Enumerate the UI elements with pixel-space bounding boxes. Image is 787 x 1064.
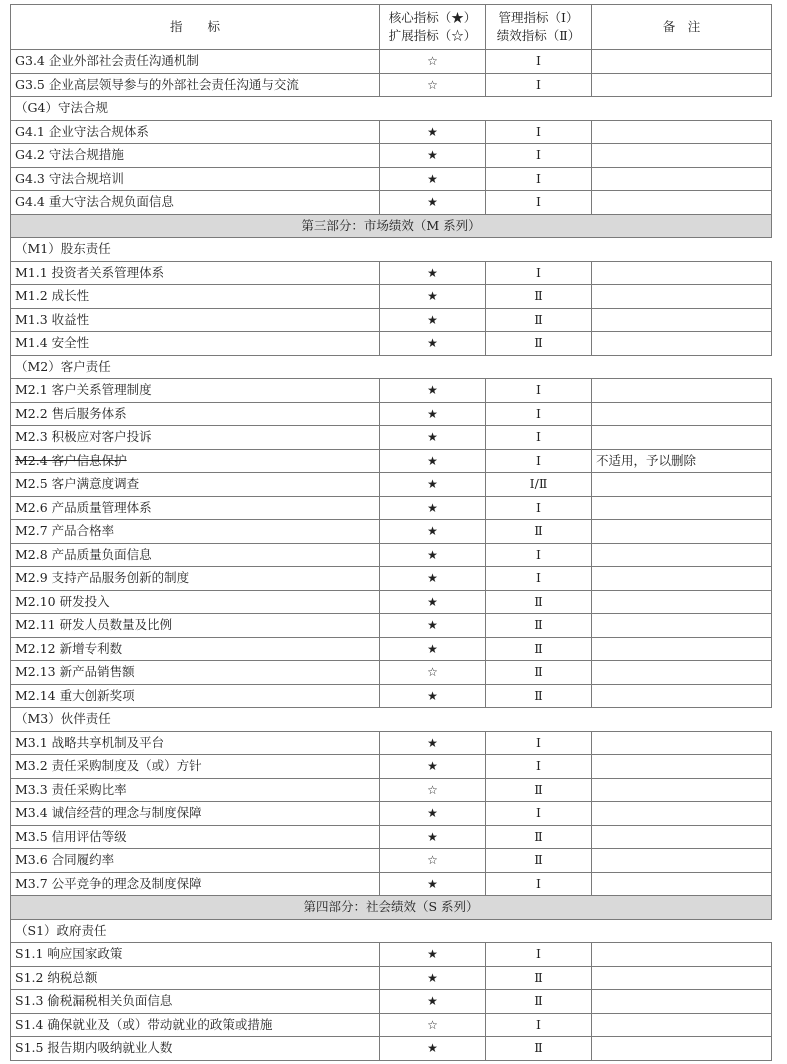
indicator-cell: S1.5 报告期内吸纳就业人数 xyxy=(11,1037,380,1061)
table-row xyxy=(11,402,772,426)
remark-cell xyxy=(592,849,772,873)
indicator-cell: M1.3 收益性 xyxy=(11,308,380,332)
table-row xyxy=(11,661,772,685)
core-extended-cell: ★ xyxy=(380,614,486,638)
remark-cell xyxy=(592,543,772,567)
indicator-cell: M3.3 责任采购比率 xyxy=(11,778,380,802)
core-extended-cell: ☆ xyxy=(380,73,486,97)
remark-cell xyxy=(592,802,772,826)
core-extended-cell: ★ xyxy=(380,496,486,520)
remark-cell xyxy=(592,825,772,849)
core-extended-cell: ★ xyxy=(380,120,486,144)
header-indicator xyxy=(11,5,380,50)
management-performance-cell: Ⅰ/Ⅱ xyxy=(486,473,592,497)
indicator-cell: G4.2 守法合规措施 xyxy=(11,144,380,168)
header-performance-label: 绩效指标（Ⅱ） xyxy=(496,28,581,43)
group-header-row xyxy=(11,238,772,262)
group-header-row xyxy=(11,708,772,732)
header-management-performance xyxy=(486,5,592,50)
core-extended-cell: ★ xyxy=(380,308,486,332)
core-extended-cell: ★ xyxy=(380,167,486,191)
remark-cell xyxy=(592,943,772,967)
indicator-cell: G3.5 企业高层领导参与的外部社会责任沟通与交流 xyxy=(11,73,380,97)
header-core-label: 核心指标（★） xyxy=(388,10,477,25)
core-extended-cell: ★ xyxy=(380,426,486,450)
management-performance-cell: Ⅱ xyxy=(486,520,592,544)
remark-cell xyxy=(592,50,772,74)
management-performance-cell: Ⅱ xyxy=(486,849,592,873)
table-row xyxy=(11,966,772,990)
section-header-row xyxy=(11,214,772,238)
remark-cell xyxy=(592,731,772,755)
remark-cell xyxy=(592,872,772,896)
core-extended-cell: ★ xyxy=(380,802,486,826)
remark-cell: 不适用，予以删除 xyxy=(592,449,772,473)
remark-cell xyxy=(592,308,772,332)
core-extended-cell: ★ xyxy=(380,825,486,849)
management-performance-cell: Ⅰ xyxy=(486,1013,592,1037)
remark-cell xyxy=(592,402,772,426)
indicator-cell: G3.4 企业外部社会责任沟通机制 xyxy=(11,50,380,74)
header-indicator-label: 指 标 xyxy=(169,19,220,34)
management-performance-cell: Ⅱ xyxy=(486,966,592,990)
indicator-cell: M2.7 产品合格率 xyxy=(11,520,380,544)
management-performance-cell: Ⅰ xyxy=(486,73,592,97)
remark-cell xyxy=(592,990,772,1014)
management-performance-cell: Ⅰ xyxy=(486,496,592,520)
indicator-cell: M2.13 新产品销售额 xyxy=(11,661,380,685)
remark-cell xyxy=(592,778,772,802)
core-extended-cell: ★ xyxy=(380,191,486,215)
core-extended-cell: ★ xyxy=(380,402,486,426)
table-row xyxy=(11,849,772,873)
table-row xyxy=(11,496,772,520)
table-row xyxy=(11,261,772,285)
core-extended-cell: ★ xyxy=(380,872,486,896)
remark-cell xyxy=(592,285,772,309)
indicator-cell: G4.4 重大守法合规负面信息 xyxy=(11,191,380,215)
header-remark xyxy=(592,5,772,50)
management-performance-cell: Ⅱ xyxy=(486,332,592,356)
remark-cell xyxy=(592,332,772,356)
core-extended-cell: ★ xyxy=(380,520,486,544)
header-extended-label: 扩展指标（☆） xyxy=(388,28,477,43)
core-extended-cell: ★ xyxy=(380,144,486,168)
group-title: （G4）守法合规 xyxy=(11,97,772,121)
core-extended-cell: ★ xyxy=(380,990,486,1014)
remark-cell xyxy=(592,73,772,97)
core-extended-cell: ★ xyxy=(380,755,486,779)
table-row xyxy=(11,285,772,309)
management-performance-cell: Ⅰ xyxy=(486,426,592,450)
table-row xyxy=(11,473,772,497)
indicator-cell: M2.3 积极应对客户投诉 xyxy=(11,426,380,450)
core-extended-cell: ★ xyxy=(380,684,486,708)
table-row xyxy=(11,520,772,544)
core-extended-cell: ★ xyxy=(380,473,486,497)
group-title: （M3）伙伴责任 xyxy=(11,708,772,732)
management-performance-cell: Ⅱ xyxy=(486,308,592,332)
section-title: 第四部分：社会绩效（S 系列） xyxy=(11,896,772,920)
indicator-cell: M2.2 售后服务体系 xyxy=(11,402,380,426)
indicator-cell: M2.1 客户关系管理制度 xyxy=(11,379,380,403)
management-performance-cell: Ⅱ xyxy=(486,825,592,849)
indicator-cell: M1.2 成长性 xyxy=(11,285,380,309)
indicator-cell: M3.6 合同履约率 xyxy=(11,849,380,873)
group-header-row xyxy=(11,97,772,121)
management-performance-cell: Ⅰ xyxy=(486,402,592,426)
table-row xyxy=(11,144,772,168)
indicator-cell: M2.9 支持产品服务创新的制度 xyxy=(11,567,380,591)
table-row xyxy=(11,543,772,567)
indicator-cell: M3.5 信用评估等级 xyxy=(11,825,380,849)
indicator-cell: G4.3 守法合规培训 xyxy=(11,167,380,191)
management-performance-cell: Ⅰ xyxy=(486,261,592,285)
management-performance-cell: Ⅰ xyxy=(486,449,592,473)
management-performance-cell: Ⅰ xyxy=(486,872,592,896)
core-extended-cell: ★ xyxy=(380,261,486,285)
management-performance-cell: Ⅱ xyxy=(486,637,592,661)
management-performance-cell: Ⅱ xyxy=(486,614,592,638)
management-performance-cell: Ⅰ xyxy=(486,167,592,191)
table-row xyxy=(11,73,772,97)
header-remark-label: 备 注 xyxy=(662,19,701,34)
indicator-cell: M1.1 投资者关系管理体系 xyxy=(11,261,380,285)
remark-cell xyxy=(592,637,772,661)
management-performance-cell: Ⅰ xyxy=(486,802,592,826)
core-extended-cell: ☆ xyxy=(380,1013,486,1037)
core-extended-cell: ☆ xyxy=(380,50,486,74)
table-row xyxy=(11,120,772,144)
table-row xyxy=(11,308,772,332)
core-extended-cell: ★ xyxy=(380,731,486,755)
remark-cell xyxy=(592,1037,772,1061)
table-row xyxy=(11,802,772,826)
table-row xyxy=(11,755,772,779)
management-performance-cell: Ⅱ xyxy=(486,778,592,802)
management-performance-cell: Ⅰ xyxy=(486,50,592,74)
indicator-cell: M2.14 重大创新奖项 xyxy=(11,684,380,708)
indicator-cell: M2.10 研发投入 xyxy=(11,590,380,614)
table-row xyxy=(11,332,772,356)
header-management-label: 管理指标（Ⅰ） xyxy=(498,10,579,25)
table-row xyxy=(11,637,772,661)
indicator-cell: M1.4 安全性 xyxy=(11,332,380,356)
remark-cell xyxy=(592,473,772,497)
remark-cell xyxy=(592,966,772,990)
group-title: （M1）股东责任 xyxy=(11,238,772,262)
indicator-cell: M3.1 战略共享机制及平台 xyxy=(11,731,380,755)
indicator-cell: S1.1 响应国家政策 xyxy=(11,943,380,967)
table-row xyxy=(11,590,772,614)
remark-cell xyxy=(592,661,772,685)
table-row xyxy=(11,167,772,191)
management-performance-cell: Ⅰ xyxy=(486,191,592,215)
core-extended-cell: ★ xyxy=(380,379,486,403)
core-extended-cell: ☆ xyxy=(380,778,486,802)
table-row xyxy=(11,449,772,473)
indicator-cell: M2.4 客户信息保护 xyxy=(11,449,380,473)
table-row xyxy=(11,872,772,896)
management-performance-cell: Ⅰ xyxy=(486,120,592,144)
indicator-cell: M2.12 新增专利数 xyxy=(11,637,380,661)
table-row xyxy=(11,990,772,1014)
indicator-table xyxy=(10,4,772,1061)
table-row xyxy=(11,943,772,967)
indicator-cell: S1.4 确保就业及（或）带动就业的政策或措施 xyxy=(11,1013,380,1037)
remark-cell xyxy=(592,755,772,779)
table-row xyxy=(11,1013,772,1037)
indicator-cell: M2.11 研发人员数量及比例 xyxy=(11,614,380,638)
remark-cell xyxy=(592,379,772,403)
indicator-cell: M3.2 责任采购制度及（或）方针 xyxy=(11,755,380,779)
header-core-extended xyxy=(380,5,486,50)
core-extended-cell: ★ xyxy=(380,332,486,356)
table-row xyxy=(11,778,772,802)
remark-cell xyxy=(592,120,772,144)
table-row xyxy=(11,50,772,74)
remark-cell xyxy=(592,167,772,191)
core-extended-cell: ☆ xyxy=(380,661,486,685)
remark-cell xyxy=(592,496,772,520)
indicator-cell: M2.5 客户满意度调查 xyxy=(11,473,380,497)
group-title: （S1）政府责任 xyxy=(11,919,772,943)
core-extended-cell: ★ xyxy=(380,449,486,473)
group-header-row xyxy=(11,919,772,943)
table-row xyxy=(11,1037,772,1061)
management-performance-cell: Ⅰ xyxy=(486,731,592,755)
management-performance-cell: Ⅰ xyxy=(486,379,592,403)
table-row xyxy=(11,426,772,450)
management-performance-cell: Ⅰ xyxy=(486,755,592,779)
core-extended-cell: ☆ xyxy=(380,849,486,873)
core-extended-cell: ★ xyxy=(380,590,486,614)
remark-cell xyxy=(592,567,772,591)
indicator-table-body xyxy=(11,5,772,1061)
management-performance-cell: Ⅱ xyxy=(486,1037,592,1061)
management-performance-cell: Ⅱ xyxy=(486,661,592,685)
remark-cell xyxy=(592,1013,772,1037)
management-performance-cell: Ⅱ xyxy=(486,285,592,309)
table-row xyxy=(11,191,772,215)
management-performance-cell: Ⅱ xyxy=(486,990,592,1014)
core-extended-cell: ★ xyxy=(380,285,486,309)
group-header-row xyxy=(11,355,772,379)
remark-cell xyxy=(592,590,772,614)
remark-cell xyxy=(592,426,772,450)
indicator-cell: M2.6 产品质量管理体系 xyxy=(11,496,380,520)
management-performance-cell: Ⅰ xyxy=(486,144,592,168)
table-row xyxy=(11,379,772,403)
group-title: （M2）客户责任 xyxy=(11,355,772,379)
remark-cell xyxy=(592,614,772,638)
core-extended-cell: ★ xyxy=(380,543,486,567)
table-row xyxy=(11,567,772,591)
core-extended-cell: ★ xyxy=(380,966,486,990)
core-extended-cell: ★ xyxy=(380,637,486,661)
remark-cell xyxy=(592,191,772,215)
management-performance-cell: Ⅰ xyxy=(486,567,592,591)
indicator-cell: M2.8 产品质量负面信息 xyxy=(11,543,380,567)
section-title: 第三部分：市场绩效（M 系列） xyxy=(11,214,772,238)
table-row xyxy=(11,614,772,638)
remark-cell xyxy=(592,261,772,285)
management-performance-cell: Ⅱ xyxy=(486,684,592,708)
management-performance-cell: Ⅰ xyxy=(486,543,592,567)
table-row xyxy=(11,825,772,849)
core-extended-cell: ★ xyxy=(380,1037,486,1061)
remark-cell xyxy=(592,684,772,708)
indicator-cell: S1.3 偷税漏税相关负面信息 xyxy=(11,990,380,1014)
indicator-cell: G4.1 企业守法合规体系 xyxy=(11,120,380,144)
section-header-row xyxy=(11,896,772,920)
core-extended-cell: ★ xyxy=(380,943,486,967)
indicator-cell: S1.2 纳税总额 xyxy=(11,966,380,990)
table-row xyxy=(11,731,772,755)
remark-cell xyxy=(592,520,772,544)
core-extended-cell: ★ xyxy=(380,567,486,591)
remark-cell xyxy=(592,144,772,168)
management-performance-cell: Ⅰ xyxy=(486,943,592,967)
indicator-cell: M3.7 公平竞争的理念及制度保障 xyxy=(11,872,380,896)
table-row xyxy=(11,684,772,708)
indicator-cell: M3.4 诚信经营的理念与制度保障 xyxy=(11,802,380,826)
table-header-row xyxy=(11,5,772,50)
management-performance-cell: Ⅱ xyxy=(486,590,592,614)
